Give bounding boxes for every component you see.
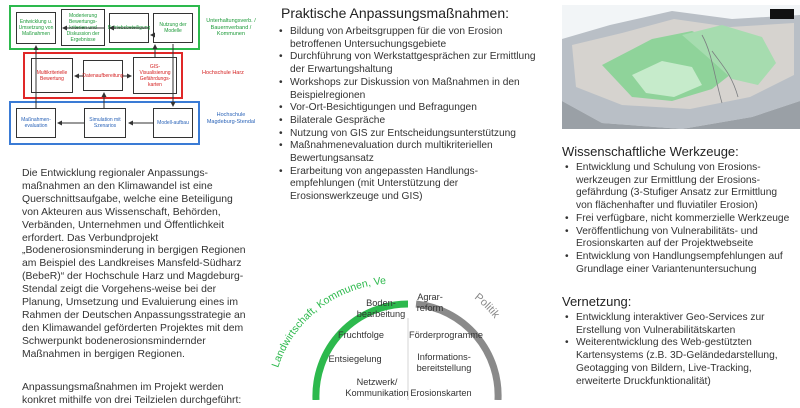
measures-list	[276, 26, 538, 204]
list-item: • Workshops zur Diskussion von Maßnahmen in den Beispielregionen	[276, 77, 538, 102]
list-item: • Durchführung von Werkstattgesprächen zur Ermittlung der Erwartungshaltung	[276, 51, 538, 76]
list-item: • Bilaterale Gespräche	[276, 115, 538, 128]
intro-paragraph: Die Entwicklung regionaler Anpassungs-maßnahmen an den Klimawandel ist eine Querschnittsaufgabe, welche eine Beteiligung von Akteuren aus Wissenschaft, Behörden, Verbänden, Unternehmen und Öffentlichkeit erfordert. Das Verbundprojekt „Bodenerosionsminderung in bergigen Regionen am Beispiel des Landkreises Mansfeld-Südharz (BebeR)“ der Hochschule Harz und Magdeburg-Stendal zeigt die Vorgehens-weise bei der Planung, Umsetzung und Evaluierung eines im Rahmen der Deutschen Anpassungsstrategie an den Klimawandel geförderten Projektes mit dem Schwerpunkt bodenerosionsmindernder Maßnahmen in bergigen Regionen.	[22, 168, 246, 360]
arc-label-right: Politik	[472, 291, 502, 321]
flow-box-massnahmen-umsetzung: Entwicklung u. Umsetzung von Maßnahmen	[16, 12, 56, 44]
label-stakeholders: Unterhaltungsverb. / Bauernverband / Kommunen	[206, 18, 256, 37]
list-item: • Weiterentwicklung des Web-gestützten Kartensystems (z.B. 3D-Geländedarstellung, Geotagging von Bildern, Live-Tracking, erweiterte Druckfunktionalität)	[562, 337, 792, 388]
list-item: • Entwicklung interaktiver Geo-Services zur Erstellung von Vulnerabilitätskarten	[562, 312, 792, 337]
segment-bodenbearbeitung: Boden-bearbeitung	[356, 298, 406, 319]
process-flowchart	[0, 0, 262, 150]
flow-box-betriebsbeteiligung: Betriebsbeteiligung	[109, 13, 149, 43]
tools-list	[562, 162, 792, 276]
flow-box-modellnutzung: Nutzung der Modelle	[153, 13, 193, 43]
label-hochschule-harz: Hochschule Harz	[202, 70, 244, 76]
flow-box-datenaufbereitung: Datenaufbereitung	[83, 60, 123, 91]
list-item: • Entwicklung von Handlungsempfehlungen auf Grundlage einer Variantenuntersuchung	[562, 251, 792, 276]
flow-box-moderierung: Moderierung Bewertungs-kriterien und Diskussion der Ergebnisse	[61, 9, 105, 46]
list-item: • Bildung von Arbeitsgruppen für die von Erosion betroffenen Untersuchungsgebiete	[276, 26, 538, 51]
label-hochschule-magdeburg: Hochschule Magdeburg-Stendal	[206, 112, 256, 125]
list-item: • Maßnahmenevaluation durch multikriteriellen Bewertungsansatz	[276, 140, 538, 165]
network-section	[562, 294, 792, 388]
flow-box-massnahmenevaluation: Maßnahmen-evaluation	[16, 108, 56, 138]
network-list	[562, 312, 792, 388]
segment-fruchtfolge: Fruchtfolge	[338, 330, 384, 340]
terrain-3d-map	[562, 5, 800, 129]
list-item: • Veröffentlichung von Vulnerabilitäts- und Erosionskarten auf der Projektwebseite	[562, 226, 792, 251]
list-item: • Frei verfügbare, nicht kommerzielle Werkzeuge	[562, 213, 792, 226]
tools-section	[562, 144, 792, 276]
flow-box-modellaufbau: Modell-aufbau	[153, 108, 193, 138]
tools-title: Wissenschaftliche Werkzeuge:	[562, 144, 739, 159]
measures-title: Praktische Anpassungsmaßnahmen:	[281, 5, 510, 21]
segment-agrarreform: Agrar-reform	[416, 292, 444, 313]
segment-entsiegelung: Entsiegelung	[328, 354, 382, 364]
list-item: • Vor-Ort-Besichtigungen und Befragungen	[276, 102, 538, 115]
flow-box-simulation: Simulation mit Szenarios	[84, 108, 126, 138]
segment-informationsbereitstellung: Informations-bereitstellung	[416, 352, 472, 373]
segment-netzwerk: Netzwerk/ Kommunikation	[345, 377, 409, 398]
segment-foerderprogramme: Förderprogramme	[408, 330, 484, 340]
stakeholder-wheel	[262, 258, 522, 400]
flow-box-gis-visualisierung: GIS-Visualisierung Gefährdungs-karten	[133, 57, 177, 94]
list-item: • Entwicklung und Schulung von Erosions-werkzeugen zur Ermittlung der Erosions-gefährdung (3-Stufiger Ansatz zur Ermittlung von flächenhafter und fluviatiler Erosion)	[562, 162, 792, 213]
intro-paragraph-2: Anpassungsmaßnahmen im Projekt werden konkret mithilfe von drei Teilzielen durchgeführt:	[22, 382, 242, 406]
arc-label-left: Landwirtschaft, Kommunen, Ve	[269, 274, 387, 370]
flowchart-arrows	[0, 0, 262, 150]
network-title: Vernetzung:	[562, 294, 632, 309]
list-item: • Erarbeitung von angepassten Handlungs-empfehlungen (mit Unterstützung der Erosionswerkzeuge und GIS)	[276, 166, 538, 204]
list-item: • Nutzung von GIS zur Entscheidungsunterstützung	[276, 128, 538, 141]
flow-box-multikriterielle-bewertung: Multikriterielle Bewertung	[31, 58, 73, 93]
segment-erosionskarten: Erosionskarten	[410, 388, 472, 398]
